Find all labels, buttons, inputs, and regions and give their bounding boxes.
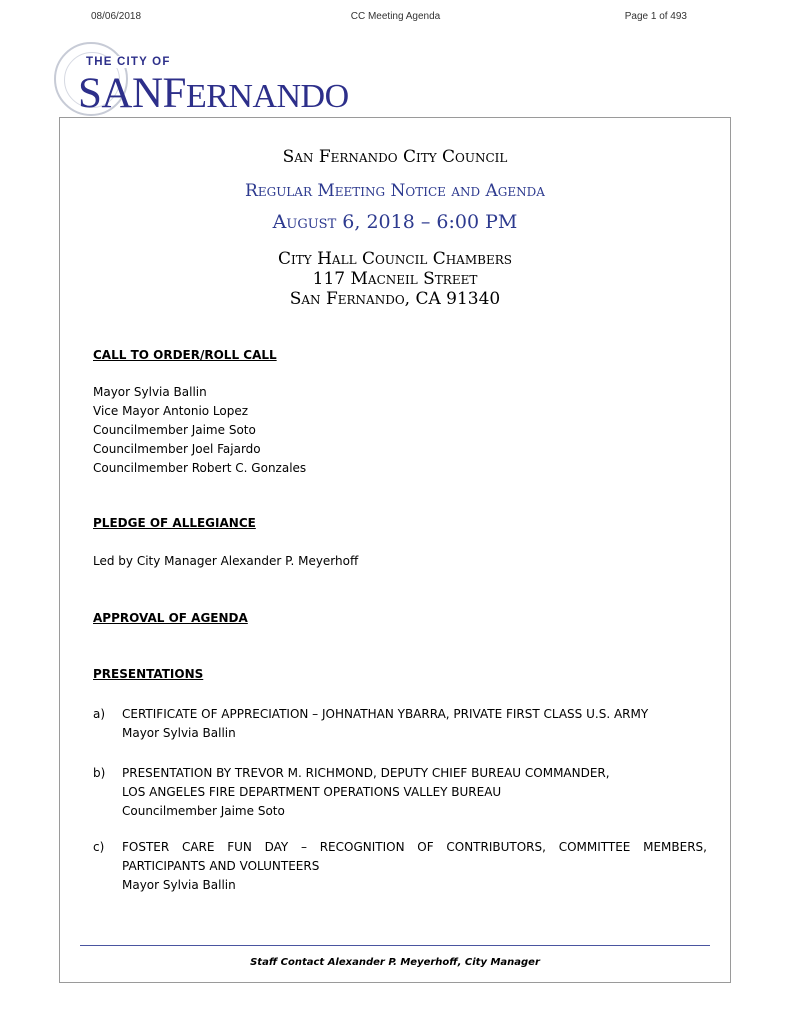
call-to-order-heading: CALL TO ORDER/ROLL CALL xyxy=(93,348,277,362)
staff-contact-footer: Staff Contact Alexander P. Meyerhoff, City Manager xyxy=(250,957,540,968)
item-line: FOSTER CARE FUN DAY – RECOGNITION OF CONTRIBUTORS, COMMITTEE MEMBERS, xyxy=(122,840,707,854)
print-header xyxy=(0,11,791,25)
page-number: Page 1 of 493 xyxy=(624,11,687,22)
print-date: 08/06/2018 xyxy=(91,11,142,22)
roll-call-member: Mayor Sylvia Ballin xyxy=(93,385,207,399)
logo-ernando: ERNANDO xyxy=(185,78,349,115)
footer-divider xyxy=(80,945,710,946)
presentation-item-c xyxy=(93,838,707,895)
presentation-item-a xyxy=(93,705,707,743)
roll-call-member: Councilmember Jaime Soto xyxy=(93,423,256,437)
meeting-address xyxy=(59,249,731,309)
item-letter: c) xyxy=(93,840,105,854)
address-line-3: San Fernando, CA 91340 xyxy=(289,289,501,309)
item-letter: a) xyxy=(93,707,106,721)
pledge-heading: PLEDGE OF ALLEGIANCE xyxy=(93,516,256,530)
city-logo xyxy=(48,38,368,128)
item-line: LOS ANGELES FIRE DEPARTMENT OPERATIONS VALLEY BUREAU xyxy=(122,785,502,799)
item-line: PRESENTATION BY TREVOR M. RICHMOND, DEPUTY CHIEF BUREAU COMMANDER, xyxy=(122,766,610,780)
roll-call-member: Councilmember Robert C. Gonzales xyxy=(93,461,307,475)
presentations-heading: PRESENTATIONS xyxy=(93,667,204,681)
roll-call-member: Vice Mayor Antonio Lopez xyxy=(93,404,249,418)
item-presenter: Councilmember Jaime Soto xyxy=(122,804,285,818)
council-title: San Fernando City Council xyxy=(282,147,508,167)
address-line-1: City Hall Council Chambers xyxy=(278,249,512,269)
item-line: PARTICIPANTS AND VOLUNTEERS xyxy=(122,859,320,873)
logo-top-text: THE CITY OF xyxy=(86,56,171,68)
print-title: CC Meeting Agenda xyxy=(350,11,441,22)
presentation-item-b xyxy=(93,764,707,821)
item-letter: b) xyxy=(93,766,106,780)
item-line: CERTIFICATE OF APPRECIATION – JOHNATHAN YBARRA, PRIVATE FIRST CLASS U.S. ARMY xyxy=(122,707,649,721)
item-presenter: Mayor Sylvia Ballin xyxy=(122,878,236,892)
logo-main-text xyxy=(78,71,349,120)
notice-title: Regular Meeting Notice and Agenda xyxy=(245,181,545,201)
pledge-text: Led by City Manager Alexander P. Meyerhoff xyxy=(93,554,359,568)
item-presenter: Mayor Sylvia Ballin xyxy=(122,726,236,740)
logo-san: SAN xyxy=(78,70,163,117)
roll-call-member: Councilmember Joel Fajardo xyxy=(93,442,261,456)
logo-f: F xyxy=(162,70,186,117)
address-line-2: 117 Macneil Street xyxy=(312,269,478,289)
approval-heading: APPROVAL OF AGENDA xyxy=(93,611,248,625)
meeting-date: August 6, 2018 – 6:00 PM xyxy=(272,211,518,233)
